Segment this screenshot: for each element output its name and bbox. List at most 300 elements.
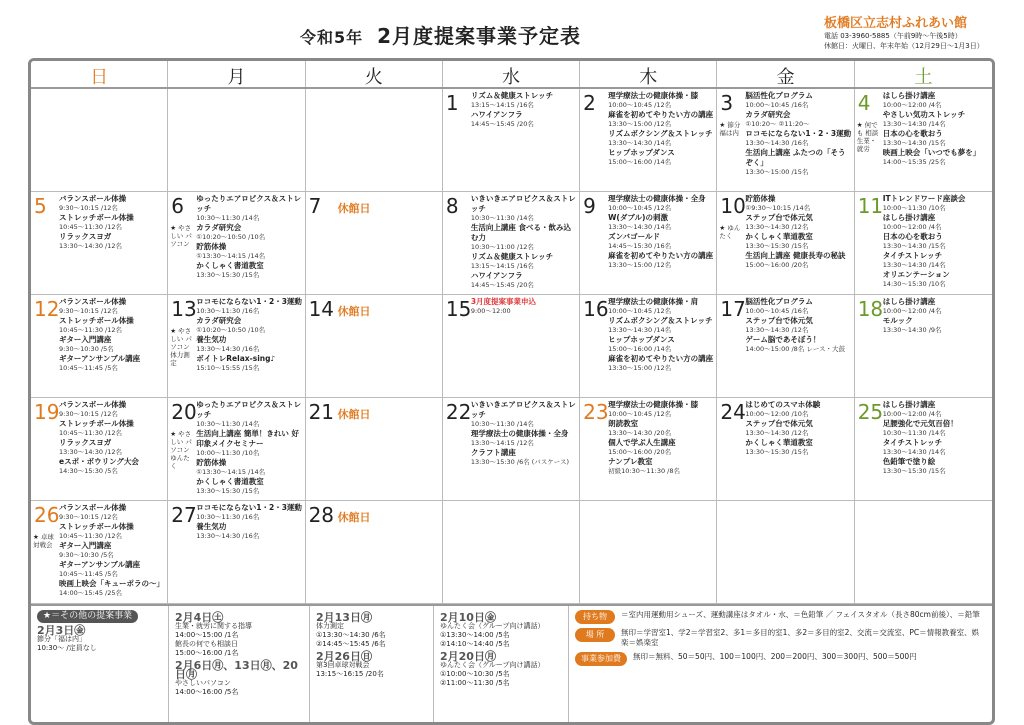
event-time: 10:45～11:30 /12名 [59, 429, 122, 437]
event-time: 10:45～11:30 /12名 [59, 223, 122, 231]
weekday-sun: 日 [31, 61, 168, 87]
event-name: W(ダブル)の刺激 [608, 213, 668, 222]
weekday-fri: 金 [717, 61, 854, 87]
event-item [471, 400, 577, 429]
event-name: オリエンテーション [882, 270, 950, 279]
day-cell [717, 501, 854, 604]
event-time: 13:30～14:30 /14名 [882, 120, 946, 128]
event-name: バランスボール体操 [59, 297, 127, 306]
day-number: 13 [171, 297, 197, 321]
day-cell [717, 398, 854, 501]
event-item [745, 297, 851, 316]
day-cell [443, 398, 580, 501]
event-time: 13:30～15:00 /15名 [745, 168, 809, 176]
event-time: 10:00～12:00 /4名 [882, 223, 942, 231]
day-number: 14 [308, 297, 335, 321]
event-item [608, 91, 714, 110]
legend-key: 場 所 [575, 628, 615, 642]
event-name: リズム＆健康ストレッチ [470, 252, 554, 261]
footer-date: 2月13日㊊ [316, 611, 372, 624]
event-item [196, 400, 302, 429]
footer-line: ①10:00～10:30 /5名 [440, 670, 510, 678]
event-time: 13:30～14:30 /14名 [882, 261, 946, 269]
event-item [608, 251, 714, 270]
footer-date: 2月10日㊎ [440, 611, 496, 624]
event-item [59, 560, 165, 579]
event-name: かくしゃく華道教室 [745, 438, 813, 447]
event-time: 10:45～11:30 /12名 [59, 326, 122, 334]
event-name: ロコモにならない1・2・3運動 [196, 297, 302, 306]
event-item [59, 457, 165, 476]
event-time: 14:00～15:45 /25名 [59, 589, 122, 597]
event-name: タイチストレッチ [882, 251, 943, 260]
event-name: ストレッチボール体操 [59, 316, 134, 325]
event-time: 14:45～15:45 /20名 [470, 281, 534, 289]
event-item [196, 194, 302, 223]
event-name: eスポ・ボウリング大会 [59, 457, 139, 466]
day-cell [855, 501, 992, 604]
event-name: 理学療法士の健康体操・肩 [608, 297, 699, 306]
day-cell [31, 398, 168, 501]
event-item [59, 213, 165, 232]
event-name: ステップ台で体元気 [745, 419, 813, 428]
event-item [196, 335, 302, 354]
footer-line: 節分「福は内」 [37, 635, 86, 643]
footer-line: ②11:00～11:30 /5名 [440, 679, 510, 687]
event-time: ①10:20～10:50 /10名 [196, 233, 266, 241]
event-name: 貯筋体操 [745, 194, 776, 203]
day-number: 8 [445, 194, 459, 218]
event-name: バランスボール体操 [59, 194, 127, 203]
page-title: 令和5年 2月度提案事業予定表 [300, 24, 582, 48]
day-number: 18 [857, 297, 884, 321]
event-item [59, 419, 165, 438]
event-time: 10:00～12:00 /10名 [745, 410, 809, 418]
event-time: 10:00～10:45 /12名 [608, 307, 672, 315]
event-time: 13:30～15:30 /15名 [882, 467, 946, 475]
event-name: 理学療法士の健康体操・膝 [608, 91, 699, 100]
event-name: 生活向上講座 健康長寿の秘訣 [745, 251, 846, 260]
event-item [745, 400, 851, 419]
event-item [745, 110, 851, 129]
event-name: はしら掛け講座 [882, 213, 936, 222]
footer-date: 2月20日㊊ [440, 650, 496, 663]
event-item [608, 194, 714, 213]
legend-key: 持ち物 [575, 610, 615, 624]
day-number: 15 [445, 297, 472, 321]
event-time: ①13:30～14:15 /14名 [196, 252, 266, 260]
footer-date: 2月4日㊏ [175, 611, 224, 624]
event-name: ITトレンドワード座談会 [882, 194, 966, 203]
event-name: ギター入門講座 [59, 335, 112, 344]
event-item [59, 579, 165, 598]
event-name: はしら掛け講座 [882, 91, 936, 100]
footer-line: 14:00～15:00 /1名 [175, 631, 239, 639]
event-time: 10:30～11:00 /12名 [470, 243, 534, 251]
event-time: 初級10:30～11:30 /8名 [608, 467, 680, 475]
event-time: 10:30～11:30 /16名 [196, 513, 260, 521]
day-number: 6 [171, 194, 185, 218]
special-event-note: ★ 何でも 相談 生業・就労 [856, 121, 879, 153]
day-number: 26 [34, 503, 60, 527]
event-time: 10:30～11:30 /14名 [882, 429, 946, 437]
footer-line: やさしいパソコン [175, 679, 231, 687]
event-name: ストレッチボール体操 [59, 213, 134, 222]
event-name: 日本の心を歌おう [882, 129, 943, 138]
day-cell [306, 398, 443, 501]
event-item [883, 110, 990, 129]
event-item [608, 354, 714, 373]
day-cell [168, 398, 305, 501]
event-item [59, 522, 165, 541]
footer-col-3 [310, 606, 434, 722]
event-item [196, 242, 302, 261]
legend-value: ＝室内用運動用シューズ、運動講座はタオル・水、＝色鉛筆 ／ フェイスタオル（長さ80cm前後）、＝鉛筆 [621, 610, 980, 619]
event-item [608, 232, 714, 251]
day-cell [717, 192, 854, 295]
weekday-thu: 木 [580, 61, 717, 87]
event-name: ストレッチボール体操 [59, 419, 134, 428]
footer-date: 2月26日㊐ [316, 650, 372, 663]
event-time: 10:00～12:00 /4名 [882, 307, 942, 315]
event-name: いきいきエアロビクス＆ストレッチ [470, 400, 576, 419]
day-number: 17 [720, 297, 746, 321]
event-item [59, 438, 165, 457]
event-time: 10:30～11:30 /14名 [470, 420, 534, 428]
event-time: 13:30～15:30 /15名 [745, 242, 809, 250]
event-time: 10:00～10:45 /12名 [608, 410, 672, 418]
event-name: ストレッチボール体操 [59, 522, 134, 531]
event-time: 13:30～15:00 /12名 [608, 120, 672, 128]
day-cell [855, 89, 992, 192]
event-name: ヒップホップダンス [608, 335, 675, 344]
event-name: いきいきエアロビクス＆ストレッチ [470, 194, 576, 213]
event-name: リズムボクシング＆ストレッチ [608, 316, 713, 325]
event-item [883, 419, 990, 438]
event-item [883, 270, 990, 289]
event-name: リズムボクシング＆ストレッチ [608, 129, 713, 138]
event-time: 10:30～11:30 /14名 [196, 420, 260, 428]
event-name: 麻雀を初めてやりたい方の講座 [608, 354, 714, 363]
event-item [745, 251, 851, 270]
event-time: 13:30～14:30 /14名 [608, 326, 672, 334]
weekday-wed: 水 [443, 61, 580, 87]
event-name: 映画上映会「キューポラの～」 [59, 579, 164, 588]
event-time: 10:45～11:30 /12名 [59, 532, 122, 540]
event-name: カラダ研究会 [196, 316, 242, 325]
event-time: 10:30～11:30 /16名 [196, 307, 260, 315]
event-time: 10:00～11:30 /10名 [196, 449, 260, 457]
day-cell [168, 295, 305, 398]
event-name: やさしい気功ストレッチ [882, 110, 966, 119]
event-time: 13:30～14:30 /12名 [59, 242, 122, 250]
legend-key: 事業参加費 [575, 652, 627, 666]
footer-line: 体力測定 [316, 622, 344, 630]
event-name: ロコモにならない1・2・3運動 [196, 503, 302, 512]
event-item [745, 316, 851, 335]
event-time: 13:30～15:30 /15名 [745, 448, 809, 456]
day-number: 28 [308, 503, 335, 527]
footer-line: 10:30～ /定員なし [37, 644, 97, 652]
event-time: 13:30～15:30 /15名 [196, 487, 260, 495]
footer-line: 館長の何でも相談日 [175, 640, 238, 648]
event-name: 生活向上講座 食べる・飲み込む力 [470, 223, 571, 242]
event-item [59, 194, 165, 213]
day-cell [168, 501, 305, 604]
day-cell [31, 501, 168, 604]
footer-col-2 [169, 606, 310, 722]
org-phone: 電話 03-3960-5885（午前9時～午後5時） [824, 32, 962, 40]
org-closed-days: 休館日：火曜日、年末年始（12月29日～1月3日） [824, 42, 984, 50]
event-name: 養生気功 [196, 522, 227, 531]
event-name: ヒップホップダンス [608, 148, 675, 157]
event-time: 13:30～14:30 /12名 [59, 448, 122, 456]
event-time: 13:30～14:30 /12名 [745, 223, 809, 231]
event-name: 理学療法士の健康体操・膝 [608, 400, 699, 409]
event-time: 13:30～14:30 /15名 [882, 242, 946, 250]
event-name: 映画上映会「いつでも夢を」 [882, 148, 981, 157]
day-cell [306, 295, 443, 398]
legend-row [575, 628, 986, 648]
event-time: 13:30～14:30 /14名 [608, 139, 672, 147]
day-cell [31, 192, 168, 295]
event-name: 朗読教室 [608, 419, 639, 428]
event-time: 15:00～16:00 /20名 [608, 448, 672, 456]
day-number: 22 [445, 400, 472, 424]
event-name: かくしゃく華道教室 [745, 232, 813, 241]
event-name: ゲーム脳であそぼう！ [745, 335, 821, 344]
legend-row [575, 652, 986, 666]
event-name: 生活向上講座 簡単！きれい 好印象メイクセミナー [196, 429, 300, 448]
event-item [883, 457, 990, 476]
event-time: 13:30～15:00 /12名 [608, 364, 672, 372]
org-info [824, 12, 1004, 51]
event-item [883, 400, 990, 419]
event-item [196, 429, 302, 458]
day-number: 16 [583, 297, 609, 321]
event-item [745, 194, 851, 213]
event-time: 13:30～14:30 /12名 [745, 429, 809, 437]
legend-value: 無印＝無料、50＝50円、100＝100円、200＝200円、300＝300円、500＝500円 [633, 652, 917, 661]
event-time: 13:30～14:30 /16名 [745, 139, 809, 147]
legend-value: 無印＝学習室1、学2＝学習室2、多1＝多目的室1、多2＝多目的室2、交流＝交流室、PC＝情報教養室、娯楽＝娯楽室 [621, 628, 980, 647]
event-item [471, 448, 577, 467]
event-item [745, 419, 851, 438]
event-item [196, 261, 302, 280]
footer-line: ゆんたく会（グループ向け講話） [440, 661, 545, 669]
event-item [608, 419, 714, 438]
footer-date: 2月3日㊎ [37, 624, 86, 637]
closed-label: 休館日 [337, 202, 371, 215]
event-time: 14:30～15:30 /5名 [59, 467, 118, 475]
event-time: 14:45～15:30 /16名 [608, 242, 672, 250]
event-time: 10:00～11:30 /10名 [882, 204, 946, 212]
day-cell [580, 295, 717, 398]
day-number: 5 [34, 194, 47, 218]
event-item [59, 297, 165, 316]
day-number: 23 [583, 400, 609, 424]
other-events-label: ★＝その他の提案事業 [37, 610, 138, 623]
footer-line: ①13:30～14:00 /5名 [440, 631, 510, 639]
event-name: ハワイアンフラ [470, 271, 523, 280]
day-number: 20 [171, 400, 197, 424]
day-cell [168, 192, 305, 295]
day-number: 1 [445, 91, 459, 115]
footer-line: 生業・就労に関する指導 [175, 622, 252, 630]
event-time: ①10:20～ ②11:20～ [745, 120, 810, 128]
event-item [59, 335, 165, 354]
event-time: 13:30～14:30 /9名 [882, 326, 942, 334]
event-item [883, 251, 990, 270]
event-item [883, 129, 990, 148]
event-time: 15:10～15:55 /15名 [196, 364, 260, 372]
event-time: 10:00～12:00 /4名 [882, 101, 942, 109]
day-number: 24 [720, 400, 746, 424]
event-item [59, 541, 165, 560]
event-time: 14:30～15:30 /10名 [882, 280, 946, 288]
event-name: モルック [882, 316, 913, 325]
event-item [883, 213, 990, 232]
event-name: かくしゃく書道教室 [196, 261, 264, 270]
event-item [471, 194, 577, 223]
event-time: 14:00～15:00 /8名 レース・大鼓 [745, 345, 846, 353]
event-item [59, 400, 165, 419]
weekday-tue: 火 [306, 61, 443, 87]
event-name: かくしゃく書道教室 [196, 477, 264, 486]
event-time: 13:30～14:30 /20名 [608, 429, 672, 437]
event-name: 個人で学ぶ人生講座 [608, 438, 676, 447]
event-name: ボイトレRelax-sing♪ [196, 354, 276, 363]
day-cell [443, 89, 580, 192]
event-item [608, 438, 714, 457]
closed-label: 休館日 [337, 305, 371, 318]
day-cell [580, 398, 717, 501]
special-event-note: ★ 卓球 対戦会 [33, 533, 54, 549]
event-time: ①9:30～10:15 /14名 [745, 204, 811, 212]
day-number: 4 [857, 91, 871, 115]
event-item [471, 271, 577, 290]
event-time: 10:30～11:30 /14名 [196, 214, 260, 222]
day-number: 21 [308, 400, 335, 424]
event-time: 13:30～15:30 /15名 [196, 271, 260, 279]
calendar-footer [31, 604, 992, 722]
day-cell [580, 501, 717, 604]
day-cell [31, 89, 168, 192]
event-time: 13:30～14:30 /15名 [882, 139, 946, 147]
footer-line: 14:00～16:00 /5名 [175, 688, 239, 696]
event-item [745, 438, 851, 457]
event-item [883, 194, 990, 213]
closed-label: 休館日 [337, 408, 371, 421]
event-name: バランスボール体操 [59, 503, 127, 512]
event-time: 14:00～15:35 /25名 [882, 158, 946, 166]
event-time: 13:30～14:15 /12名 [470, 439, 534, 447]
day-number: 3 [720, 91, 734, 115]
event-name: 理学療法士の健康体操・全身 [470, 429, 569, 438]
footer-line: ②14:45～15:45 /6名 [316, 640, 386, 648]
footer-col-4 [434, 606, 569, 722]
event-name: 生活向上講座 ふたつの「そうぞく」 [745, 148, 846, 167]
event-time: 9:30～10:15 /12名 [59, 204, 118, 212]
event-time: 14:45～15:45 /20名 [470, 120, 534, 128]
event-name: ズンバゴールド [608, 232, 660, 241]
day-number: 11 [857, 194, 884, 218]
special-event-note: ★ やさしい パソコン [170, 224, 192, 248]
event-time: 13:15～14:15 /16名 [470, 262, 534, 270]
event-item [745, 129, 851, 148]
day-cell [580, 89, 717, 192]
event-time: 9:00～12:00 [470, 307, 511, 315]
day-cell [443, 192, 580, 295]
special-event-note: ★ 節分 福は内 [719, 121, 741, 137]
special-event-note: ★ ゆんたく [719, 224, 741, 240]
event-item [196, 223, 302, 242]
event-name: カラダ研究会 [745, 110, 791, 119]
special-event-note: ★ やさしい パソコン ゆんたく [170, 430, 192, 470]
event-name: カラダ研究会 [196, 223, 242, 232]
footer-col-1 [31, 606, 169, 722]
event-item [883, 297, 990, 316]
event-time: 10:45～11:45 /5名 [59, 364, 118, 372]
footer-line: ①13:30～14:30 /6名 [316, 631, 386, 639]
event-name: 貯筋体操 [196, 458, 227, 467]
day-cell [168, 89, 305, 192]
event-name: バランスボール体操 [59, 400, 127, 409]
event-time: 9:30～10:30 /5名 [59, 551, 114, 559]
footer-line: ②14:10～14:40 /5名 [440, 640, 510, 648]
event-item [471, 223, 577, 252]
day-number: 2 [583, 91, 596, 115]
day-number: 25 [857, 400, 884, 424]
event-name: 日本の心を歌おう [882, 232, 943, 241]
event-item [608, 297, 714, 316]
event-name: 養生気功 [196, 335, 227, 344]
event-name: はしら掛け講座 [882, 297, 936, 306]
event-item [745, 335, 851, 354]
event-item [471, 297, 577, 316]
event-name: 理学療法士の健康体操・全身 [608, 194, 706, 203]
event-item [471, 429, 577, 448]
footer-date: 2月6日㊊、13日㊊、20日㊊ [175, 659, 298, 681]
event-name: クラフト講座 [470, 448, 516, 457]
event-name: ギターアンサンブル講座 [59, 560, 141, 569]
event-item [608, 110, 714, 129]
event-name: ギター入門講座 [59, 541, 112, 550]
event-item [471, 110, 577, 129]
footer-line: ゆんたく会（グループ向け講話） [440, 622, 545, 630]
event-time: 13:30～15:00 /12名 [608, 261, 672, 269]
event-time: 15:00～16:00 /14名 [608, 345, 672, 353]
event-item [608, 213, 714, 232]
event-time: 10:00～10:45 /16名 [745, 101, 809, 109]
day-cell [306, 192, 443, 295]
event-time: 15:00～16:00 /14名 [608, 158, 672, 166]
event-item [608, 148, 714, 167]
weekday-mon: 月 [168, 61, 305, 87]
event-time: 13:30～14:30 /12名 [745, 326, 809, 334]
event-time: 13:15～14:15 /16名 [470, 101, 534, 109]
org-name: 板橋区立志村ふれあい館 [824, 16, 968, 31]
event-name: ゆったりエアロビクス＆ストレッチ [196, 194, 302, 213]
event-name: はしら掛け講座 [882, 400, 936, 409]
event-item [883, 438, 990, 457]
event-time: 9:30～10:15 /12名 [59, 307, 118, 315]
event-item [196, 503, 302, 522]
event-time: 9:30～10:15 /12名 [59, 410, 118, 418]
day-number: 27 [171, 503, 197, 527]
event-name: ステップ台で体元気 [745, 213, 813, 222]
event-item [196, 477, 302, 496]
